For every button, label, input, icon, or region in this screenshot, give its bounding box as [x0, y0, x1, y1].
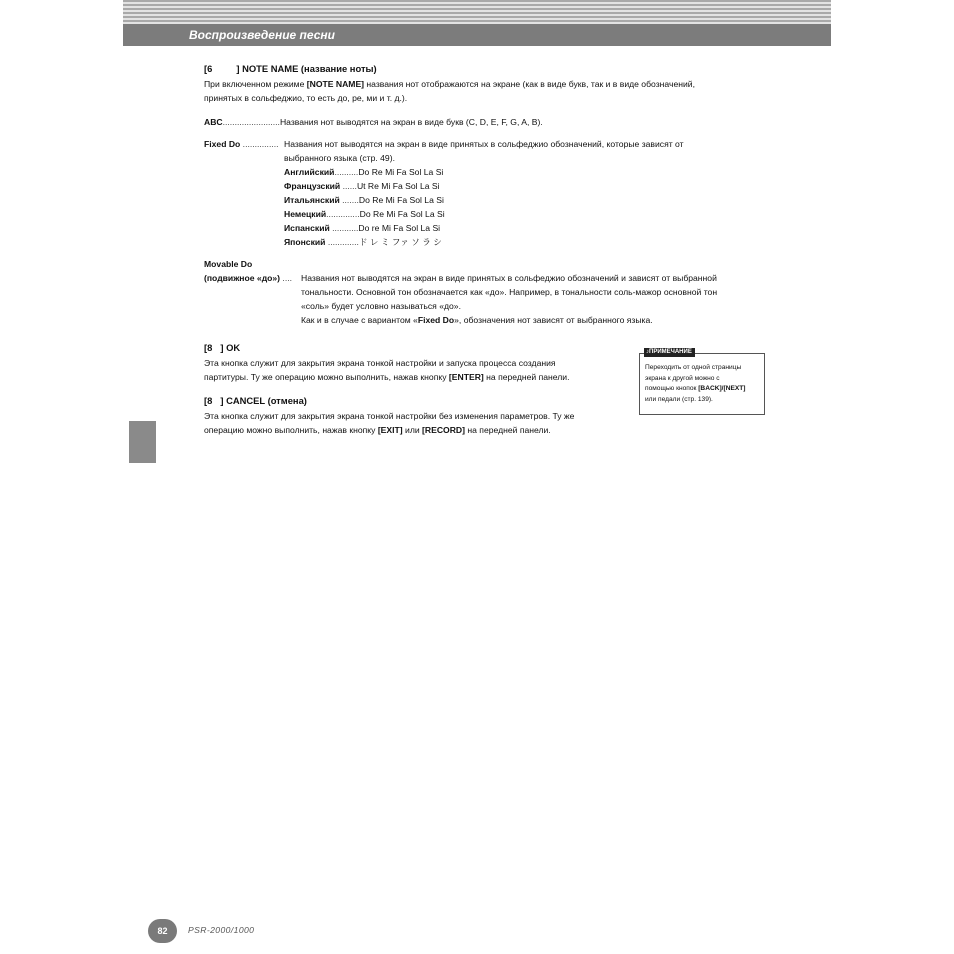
fixed-do-entry: Fixed Do ............... Названия нот выводятся на экран в виде принятых в сольфеджио обозначений, которые зависят от выбранного языка (стр. 49). — [204, 139, 684, 163]
header-bar — [123, 24, 831, 46]
music-note-icon: ♪ — [646, 349, 649, 355]
header-stripes — [123, 0, 831, 24]
abc-entry: ABC........................ Названия нот выводятся на экран в виде букв (C, D, E, F, G, A, B). — [204, 115, 764, 129]
abc-term: ABC — [204, 117, 223, 127]
cancel-title: [8 ] CANCEL (отмена) — [204, 395, 307, 406]
note-name-intro: При включенном режиме [NOTE NAME] названия нот отображаются на экране (как в виде букв, так и в виде обозначений, принятых в сольфеджио, то есть до, ре, ми и т. д.). — [204, 79, 695, 103]
model-name: PSR-2000/1000 — [188, 925, 255, 935]
header-title: Воспроизведение песни — [189, 28, 335, 42]
abc-desc: Названия нот выводятся на экран в виде букв (C, D, E, F, G, A, B). — [279, 117, 543, 127]
movable-do-desc: Названия нот выводятся на экран в виде принятых в сольфеджио обозначений и зависят от выбранной тональности. Основной тон обозначается как «до». Например, в тональности соль-мажор основной тон «соль» будет условно называться «до». Как и в случае с вариантом «Fixed Do», обозначения нот зависят от выбранного языка. — [301, 273, 718, 325]
fixed-do-desc-2: выбранного языка (стр. 49). — [284, 153, 395, 163]
language-row: Испанский ...........Do re Mi Fa Sol La Si — [284, 223, 441, 233]
fixed-do-desc-1: Названия нот выводятся на экран в виде принятых в сольфеджио обозначений, которые зависят от — [284, 139, 684, 149]
side-tab-marker — [129, 421, 156, 463]
language-row: Французский ......Ut Re Mi Fa Sol La Si — [284, 181, 440, 191]
note-label: ♪ПРИМЕЧАНИЕ — [644, 348, 695, 357]
ok-title: [8 ] OK — [204, 342, 241, 353]
movable-do-term: Movable Do — [204, 259, 253, 269]
fixed-do-term: Fixed Do — [204, 139, 241, 149]
language-row: Итальянский .......Do Re Mi Fa Sol La Si — [284, 195, 444, 205]
page-number: 82 — [148, 919, 177, 943]
ok-desc: Эта кнопка служит для закрытия экрана тонкой настройки и запуска процесса создания партитуры. Ту же операцию можно выполнить, нажав кнопку [ENTER] на передней панели. — [204, 358, 570, 382]
note-box — [639, 349, 765, 415]
note-name-title: [6 ] NOTE NAME (название ноты) — [204, 63, 377, 74]
language-row: Английский..........Do Re Mi Fa Sol La Si — [284, 167, 444, 177]
language-list — [284, 165, 764, 249]
cancel-desc: Эта кнопка служит для закрытия экрана тонкой настройки без изменения параметров. Ту же операцию можно выполнить, нажав кнопку [EXIT] или [RECORD] на передней панели. — [204, 411, 575, 435]
language-row: Японский .............ド レ ミ ファ ソ ラ シ — [284, 237, 442, 247]
language-row: Немецкий..............Do Re Mi Fa Sol La Si — [284, 209, 445, 219]
note-text: Переходить от одной страницы экрана к другой можно с помощью кнопок [BACK]/[NEXT] или педали (стр. 139). — [645, 364, 746, 403]
movable-do-entry: Movable Do (подвижное «до») .... Названия нот выводятся на экран в виде принятых в сольфеджио обозначений и зависят от выбранной тональности. Основной тон обозначается как «до». Например, в тональности соль-мажор основной тон «соль» будет условно называться «до». Как и в случае с вариантом «Fixed Do», обозначения нот зависят от выбранного языка. — [204, 257, 764, 327]
